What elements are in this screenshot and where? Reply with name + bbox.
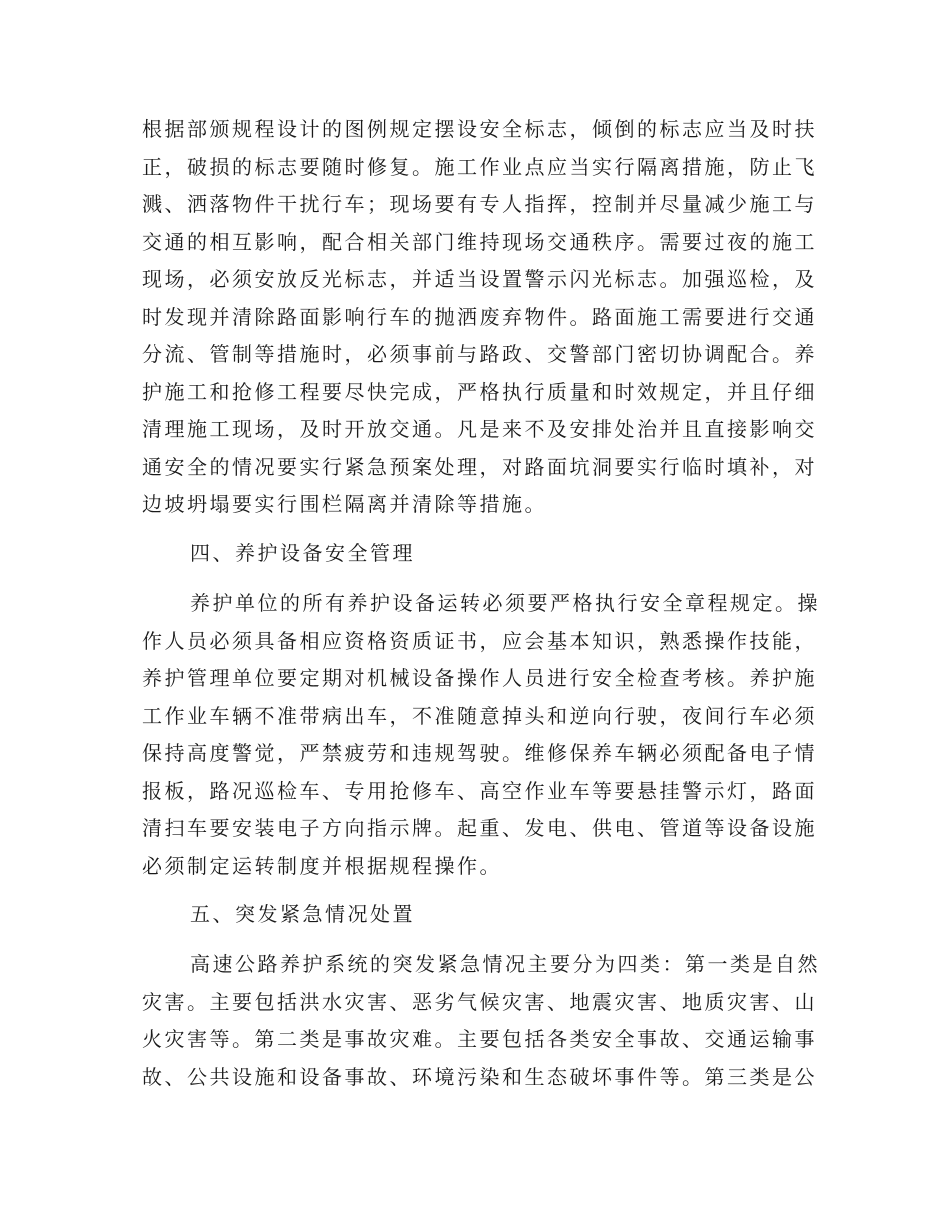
section-heading-4: 四、养护设备安全管理: [190, 541, 415, 565]
paragraph-2-line: 工作业车辆不准带病出车，不准随意掉头和逆向行驶，夜间行车必须: [142, 704, 817, 728]
paragraph-2-line: 作人员必须具备相应资格资质证书，应会基本知识，熟悉操作技能，: [142, 629, 817, 653]
paragraph-1-line: 时发现并清除路面影响行车的抛洒废弃物件。路面施工需要进行交通: [142, 305, 817, 329]
paragraph-2-line: 必须制定运转制度并根据规程操作。: [142, 854, 502, 878]
paragraph-3-line: 灾害。主要包括洪水灾害、恶劣气候灾害、地震灾害、地质灾害、山: [142, 990, 817, 1014]
paragraph-2-line: 报板，路况巡检车、专用抢修车、高空作业车等要悬挂警示灯，路面: [142, 779, 817, 803]
paragraph-1-line: 边坡坍塌要实行围栏隔离并清除等措施。: [142, 492, 547, 516]
paragraph-2-line: 保持高度警觉，严禁疲劳和违规驾驶。维修保养车辆必须配备电子情: [142, 741, 817, 765]
paragraph-1-line: 根据部颁规程设计的图例规定摆设安全标志，倾倒的标志应当及时扶: [142, 117, 817, 141]
paragraph-1-line: 清理施工现场，及时开放交通。凡是来不及安排处治并且直接影响交: [142, 417, 817, 441]
paragraph-1-line: 分流、管制等措施时，必须事前与路政、交警部门密切协调配合。养: [142, 342, 817, 366]
paragraph-2-line: 养护单位的所有养护设备运转必须要严格执行安全章程规定。操: [190, 591, 820, 615]
paragraph-2-line: 养护管理单位要定期对机械设备操作人员进行安全检查考核。养护施: [142, 666, 817, 690]
paragraph-1-line: 正，破损的标志要随时修复。施工作业点应当实行隔离措施，防止飞: [142, 155, 817, 179]
paragraph-1-line: 护施工和抢修工程要尽快完成，严格执行质量和时效规定，并且仔细: [142, 380, 817, 404]
paragraph-3-line: 故、公共设施和设备事故、环境污染和生态破坏事件等。第三类是公: [142, 1065, 817, 1089]
paragraph-3-line: 火灾害等。第二类是事故灾难。主要包括各类安全事故、交通运输事: [142, 1027, 817, 1051]
paragraph-2-line: 清扫车要安装电子方向指示牌。起重、发电、供电、管道等设备设施: [142, 816, 817, 840]
paragraph-3-line: 高速公路养护系统的突发紧急情况主要分为四类：第一类是自然: [190, 952, 820, 976]
section-heading-5: 五、突发紧急情况处置: [190, 902, 415, 926]
paragraph-1-line: 通安全的情况要实行紧急预案处理，对路面坑洞要实行临时填补，对: [142, 455, 817, 479]
paragraph-1-line: 溅、洒落物件干扰行车；现场要有专人指挥，控制并尽量减少施工与: [142, 192, 817, 216]
paragraph-1-line: 现场，必须安放反光标志，并适当设置警示闪光标志。加强巡检，及: [142, 267, 817, 291]
paragraph-1-line: 交通的相互影响，配合相关部门维持现场交通秩序。需要过夜的施工: [142, 230, 817, 254]
